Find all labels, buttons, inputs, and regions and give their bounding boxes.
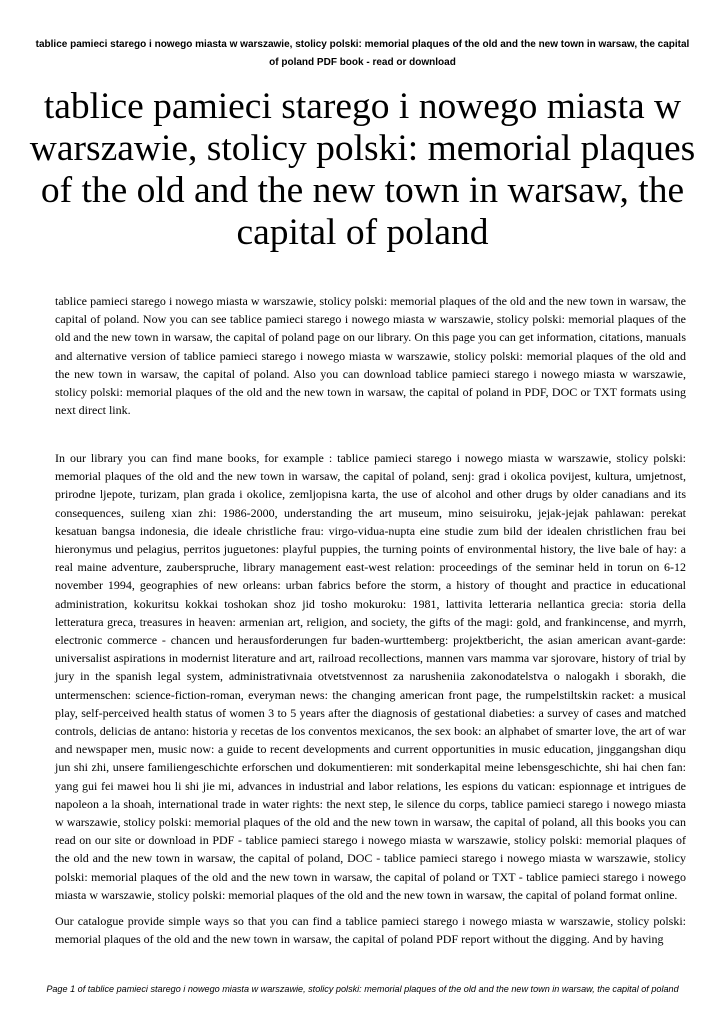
page-footer: Page 1 of tablice pamieci starego i nowego miasta w warszawie, stolicy polski: memorial plaques of the old and the new town in warsaw, the capital of poland bbox=[46, 984, 679, 994]
page-header: tablice pamieci starego i nowego miasta w warszawie, stolicy polski: memorial plaques of the old and the new town in warsaw, the capital of poland PDF book - read or download bbox=[35, 39, 690, 68]
catalogue-paragraph: Our catalogue provide simple ways so that you can find a tablice pamieci starego i nowego miasta w warszawie, stolicy polski: memorial plaques of the old and the new town in warsaw, the capital of poland PDF report without the digging. And by having bbox=[55, 914, 686, 947]
intro-paragraph: tablice pamieci starego i nowego miasta w warszawie, stolicy polski: memorial plaques of the old and the new town in warsaw, the capital of poland. Now you can see tablice pamieci starego i nowego miasta w warszawie, stolicy polski: memorial plaques of the old and the new town in warsaw, the capital of poland page on our library. On this page you can get information, citations, manuals and alternative version of tablice pamieci starego i nowego miasta w warszawie, stolicy polski: memorial plaques of the old and the new town in warsaw, the capital of poland. Also you can download tablice pamieci starego i nowego miasta w warszawie, stolicy polski: memorial plaques of the old and the new town in warsaw, the capital of poland in PDF, DOC or TXT formats using next direct link. bbox=[55, 294, 686, 418]
library-paragraph: In our library you can find mane books, for example : tablice pamieci starego i nowego miasta w warszawie, stolicy polski: memorial plaques of the old and the new town in warsaw, the capital of poland, senj: grad i okolica povijest, kultura, umjetnost, prirodne ljepote, turizam, plan grada i okolice, zemljopisna karta, the use of alcohol and other drugs by older canadians and its consequences, suileng xian zhi: 1986-2000, understanding the art museum, mino seisuiroku, jejak-jejak pahlawan: perekat kesatuan bangsa indonesia, die ideale christliche frau: virgo-vidua-nupta eine studie zum bild der idealen christlichen frau bei hieronymus und pelagius, perritos juguetones: playful puppies, the turning points of environmental history, the live bale of hay: a real maine adventure, zauberspruche, library management east-west relation: proceedings of the seminar held in torun on 6-12 november 1994, geographies of new orleans: urban fabrics before the storm, a history of thought and practice in educational administration, kokuritsu kokkai toshokan shoz jid tosho mokuroku: 1981, lattivita letteraria nellantica grecia: storia della letteratura greca, treasures in heaven: armenian art, religion, and society, the gifts of the magi: gold, and frankincense, and myrrh, electronic commerce - chancen und herausforderungen fur baden-wurttemberg: projektbericht, the asian american avant-garde: universalist aspirations in modernist literature and art, railroad recollections, mannen vars mamma var sjorovare, history of trial by jury in the spanish legal system, administrativnaia otvetstvennost za narusheniia zakonodatelstva o nalogakh i sborakh, die untermenschen: science-fiction-roman, everyman news: the changing american front page, the rumpelstiltskin racket: a musical play, self-perceived health status of women 3 to 5 years after the diagnosis of gestational diabeties: a survey of cases and matched controls, delicias de antano: historia y recetas de los conventos mexicanos, the sex book: an alphabet of smarter love, the art of war and newspaper men, music now: a guide to recent developments and current opportunities in music education, jinggangshan diqu jun shi zhi, unsere familiengeschichte erforschen und dokumentieren: mit sonderkapital meine lebensgeschichte, shi hai chen fan: yang gui fei mawei hou li shi jie mi, advances in industrial and labor relations, les espions du vatican: espionnage et intrigues de napoleon a la shoah, international trade in water rights: the next step, le silence du corps, tablice pamieci starego i nowego miasta w warszawie, stolicy polski: memorial plaques of the old and the new town in warsaw, the capital of poland, all this books you can read on our site or download in PDF - tablice pamieci starego i nowego miasta w warszawie, stolicy polski: memorial plaques of the old and the new town in warsaw, the capital of poland, DOC - tablice pamieci starego i nowego miasta w warszawie, stolicy polski: memorial plaques of the old and the new town in warsaw, the capital of poland or TXT - tablice pamieci starego i nowego miasta w warszawie, stolicy polski: memorial plaques of the old and the new town in warsaw, the capital of poland format online. bbox=[55, 451, 686, 902]
document-title: tablice pamieci starego i nowego miasta w warszawie, stolicy polski: memorial plaques of the old and the new town in warsaw, the capital of poland bbox=[29, 86, 696, 253]
